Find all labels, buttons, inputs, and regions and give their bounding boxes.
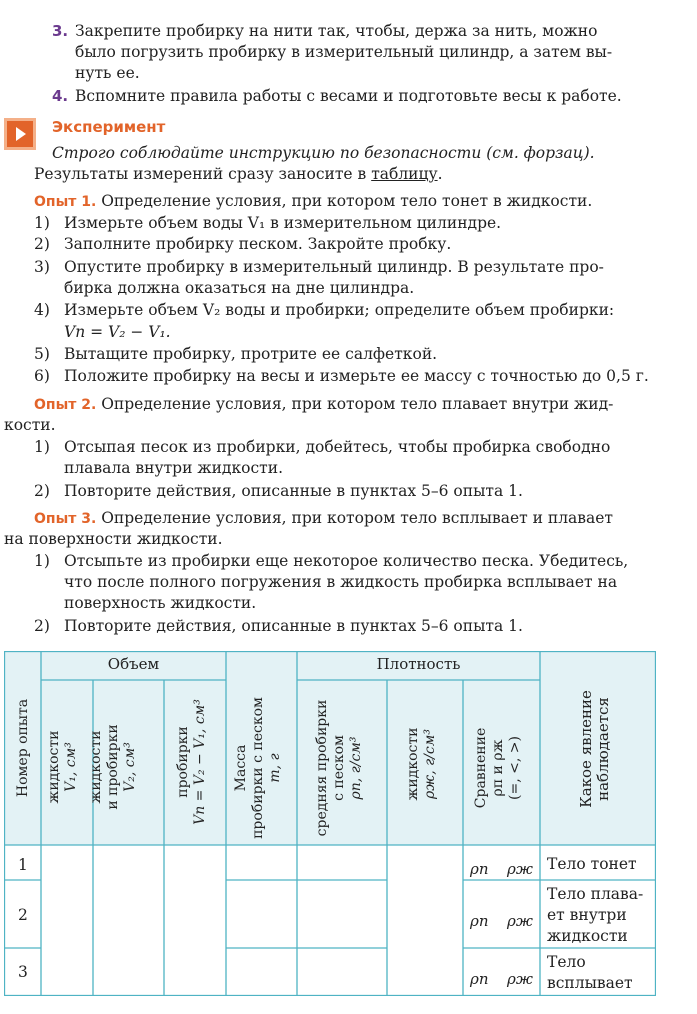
trial2-desc: Определение условия, при котором тело плавает внутри жид-: [96, 395, 614, 413]
item-line: плавала внутри жидкости.: [64, 459, 283, 477]
item-line: Отсыпая песок из пробирки, добейтесь, чтобы пробирка свободно: [64, 438, 611, 456]
header-trial-number: Номер опыта: [15, 698, 31, 798]
header-phenomenon: [578, 669, 618, 829]
dens-liquid-line: жидкости: [405, 727, 421, 801]
item-line: что после полного погружения в жидкость пробирка всплывает на: [64, 573, 618, 591]
header-vol-tube: [175, 682, 215, 842]
item-number: 5): [34, 345, 50, 363]
rho-p: ρп: [470, 860, 489, 878]
compare-line1: Сравнение: [473, 727, 489, 809]
mass-unit: m, г: [267, 753, 283, 783]
vol-lt-unit: V₂, см³: [122, 742, 138, 792]
dens-tube-line1: средняя пробирки: [314, 699, 330, 837]
results-table: [4, 651, 656, 996]
item-line: Заполните пробирку песком. Закройте пробку.: [64, 235, 452, 253]
header-mass: [233, 688, 291, 848]
item-number: 3): [34, 258, 50, 276]
item-line: поверхность жидкости.: [64, 594, 257, 612]
item-number: 4): [34, 301, 50, 319]
item-line: Повторите действия, описанные в пунктах 5–6 опыта 1.: [64, 617, 523, 635]
header-volume: Объем: [107, 655, 160, 673]
phenomenon-text: Тело тонет: [547, 855, 637, 873]
trial2-heading: [34, 394, 613, 416]
vol-tube-line: пробирки: [175, 726, 191, 798]
dens-liquid-unit: ρж, г/см³: [422, 729, 438, 799]
trial2-desc-cont: кости.: [4, 416, 56, 434]
header-vol-liquid: [46, 687, 86, 847]
trial3-heading: [34, 508, 613, 530]
item-line: Положите пробирку на весы и измерьте ее массу с точностью до 0,5 г.: [64, 367, 649, 385]
step-number: 4.: [52, 87, 69, 105]
rho-p: ρп: [470, 970, 489, 988]
results-note: [34, 164, 443, 185]
phenomenon-line2: наблюдается: [594, 697, 612, 801]
item-number: 2): [34, 235, 50, 253]
results-note-text: Результаты измерений сразу заносите в: [34, 165, 372, 183]
step-number: 3.: [52, 22, 69, 40]
vol-tube-formula: Vп = V₂ − V₁, см³: [192, 699, 208, 825]
rho-zh: ρж: [507, 970, 533, 988]
phenomenon-text: Тело плава-: [547, 885, 644, 903]
experiment-play-icon: [4, 118, 36, 150]
results-note-end: .: [437, 165, 443, 183]
step-line: было погрузить пробирку в измерительный цилиндр, а затем вы-: [75, 43, 613, 61]
trial3-desc: Определение условия, при котором тело всплывает и плавает: [96, 509, 614, 527]
compare-line3: (=, <, >): [507, 736, 523, 800]
rho-zh: ρж: [507, 860, 533, 878]
item-number: 6): [34, 367, 50, 385]
vol-lt-line2: и пробирки: [105, 724, 121, 810]
experiment-title: Эксперимент: [52, 118, 166, 136]
safety-note: Строго соблюдайте инструкцию по безопасности (см. форзац).: [52, 144, 595, 162]
item-number: 1): [34, 438, 50, 456]
compare-line2: ρп и ρж: [490, 739, 506, 797]
mass-line1: Масса: [233, 744, 249, 792]
item-line: Повторите действия, описанные в пунктах 5–6 опыта 1.: [64, 482, 523, 500]
item-number: 1): [34, 214, 50, 232]
header-density-liquid: [405, 684, 445, 844]
step-line: Закрепите пробирку на нити так, чтобы, держа за нить, можно: [75, 22, 598, 40]
trial1-heading: [34, 191, 592, 213]
header-density: Плотность: [376, 655, 461, 673]
step-line: Вспомните правила работы с весами и подготовьте весы к работе.: [75, 87, 622, 105]
vol-lt-line1: жидкости: [88, 730, 104, 804]
header-vol-liquid-tube: [88, 697, 146, 837]
dens-tube-line2: с песком: [331, 735, 347, 801]
item-line: бирка должна оказаться на дне цилиндра.: [64, 279, 415, 297]
phenomenon-text: жидкости: [547, 927, 628, 945]
trial3-label: Опыт 3.: [34, 511, 97, 527]
item-line: Опустите пробирку в измерительный цилиндр. В результате про-: [64, 258, 604, 276]
vol-liquid-line: жидкости: [46, 730, 62, 804]
item-line: Вытащите пробирку, протрите ее салфеткой.: [64, 345, 438, 363]
phenomenon-text: Тело: [547, 953, 586, 971]
trial1-desc: Определение условия, при котором тело тонет в жидкости.: [96, 192, 593, 210]
trial2-label: Опыт 2.: [34, 397, 97, 413]
trial1-label: Опыт 1.: [34, 194, 97, 210]
row-number: 3: [18, 963, 28, 981]
header-compare: [473, 688, 531, 848]
header-density-tube: [314, 688, 372, 848]
item-line: Отсыпьте из пробирки еще некоторое количество песка. Убедитесь,: [64, 552, 629, 570]
dens-tube-unit: ρп, г/см³: [348, 736, 364, 800]
mass-line2: пробирки с песком: [250, 697, 266, 839]
item-line: Измерьте объем воды V₁ в измерительном цилиндре.: [64, 214, 502, 232]
row-number: 2: [18, 906, 28, 924]
table-link[interactable]: таблицу: [371, 165, 438, 183]
trial3-desc-cont: на поверхности жидкости.: [4, 530, 223, 548]
rho-p: ρп: [470, 912, 489, 930]
item-number: 2): [34, 482, 50, 500]
rho-zh: ρж: [507, 912, 533, 930]
phenomenon-text: всплывает: [547, 974, 633, 992]
item-number: 2): [34, 617, 50, 635]
row-number: 1: [18, 856, 28, 874]
phenomenon-line1: Какое явление: [577, 690, 595, 808]
phenomenon-text: ет внутри: [547, 906, 627, 924]
item-number: 1): [34, 552, 50, 570]
vol-liquid-unit: V₁, см³: [63, 742, 79, 792]
item-line: Vп = V₂ − V₁.: [64, 323, 171, 341]
step-line: нуть ее.: [75, 64, 140, 82]
item-line: Измерьте объем V₂ воды и пробирки; определите объем пробирки:: [64, 301, 615, 319]
